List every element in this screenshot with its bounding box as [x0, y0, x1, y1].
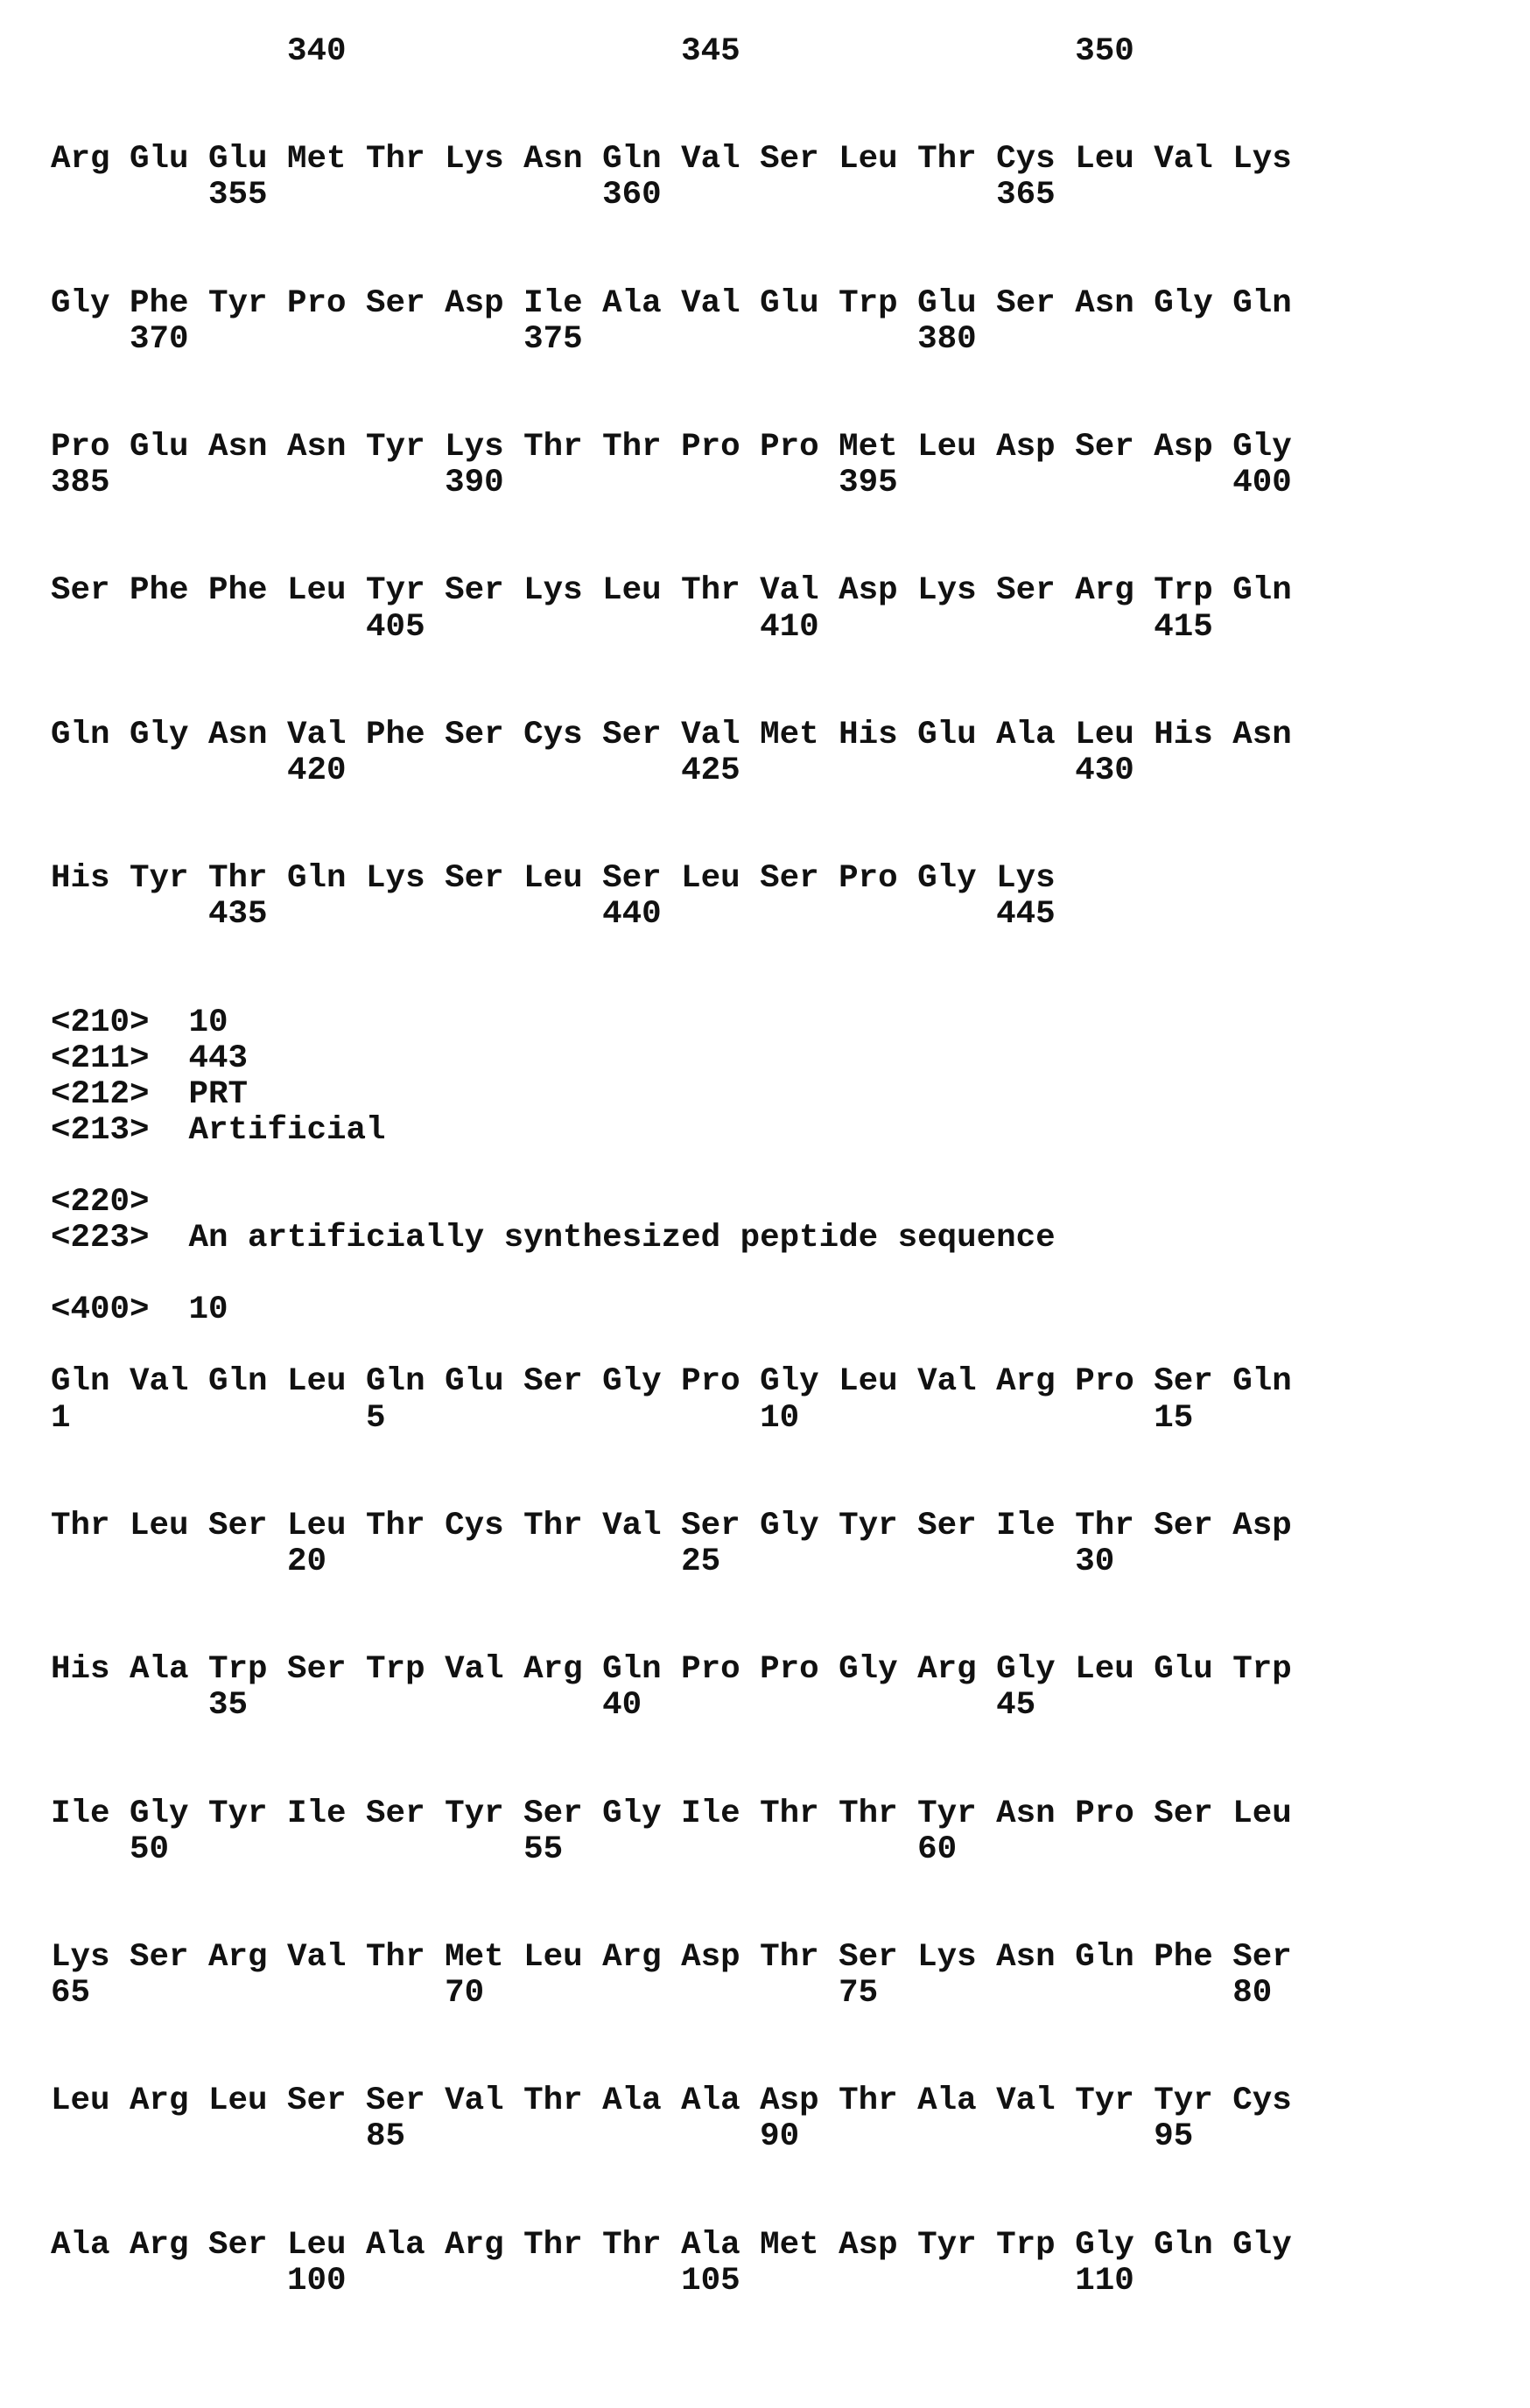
position-number-line: 100 105 110 [51, 2264, 1292, 2300]
blank-line [51, 106, 1292, 142]
residue-line: His Ala Trp Ser Trp Val Arg Gln Pro Pro Gly Arg Gly Leu Glu Trp [51, 1652, 1292, 1688]
sequence-header-field: <211> 443 [51, 1041, 1292, 1077]
residue-line: Leu Arg Leu Ser Ser Val Thr Ala Ala Asp Thr Ala Val Tyr Tyr Cys [51, 2083, 1292, 2119]
residue-line: Ala Arg Ser Leu Ala Arg Thr Thr Ala Met Asp Tyr Trp Gly Gln Gly [51, 2228, 1292, 2264]
blank-line [51, 358, 1292, 394]
residue-line: Arg Glu Glu Met Thr Lys Asn Gln Val Ser Leu Thr Cys Leu Val Lys [51, 142, 1292, 178]
blank-line [51, 1904, 1292, 1940]
sequence-header-field: <213> Artificial [51, 1113, 1292, 1149]
blank-line [51, 537, 1292, 573]
position-number-line: 85 90 95 [51, 2119, 1292, 2155]
blank-line [51, 933, 1292, 969]
blank-line [51, 789, 1292, 825]
blank-line [51, 1328, 1292, 1364]
position-number-line: 370 375 380 [51, 322, 1292, 358]
blank-line [51, 1149, 1292, 1185]
blank-line [51, 70, 1292, 106]
blank-line [51, 1760, 1292, 1796]
blank-line [51, 394, 1292, 430]
sequence-header-field: <400> 10 [51, 1292, 1292, 1328]
blank-line [51, 1256, 1292, 1292]
sequence-listing-document [51, 34, 1292, 2300]
blank-line [51, 1616, 1292, 1652]
residue-line: Gln Val Gln Leu Gln Glu Ser Gly Pro Gly Leu Val Arg Pro Ser Gln [51, 1364, 1292, 1400]
position-number-line: 20 25 30 [51, 1544, 1292, 1580]
sequence-header-field: <220> [51, 1185, 1292, 1221]
blank-line [51, 1868, 1292, 1904]
blank-line [51, 2156, 1292, 2192]
position-number-line: 435 440 445 [51, 897, 1292, 933]
residue-line: His Tyr Thr Gln Lys Ser Leu Ser Leu Ser Pro Gly Lys [51, 861, 1292, 897]
sequence-header-field: <223> An artificially synthesized peptide sequence [51, 1221, 1292, 1256]
blank-line [51, 969, 1292, 1004]
blank-line [51, 2012, 1292, 2048]
position-number-line: 340 345 350 [51, 34, 1292, 70]
residue-line: Gln Gly Asn Val Phe Ser Cys Ser Val Met His Glu Ala Leu His Asn [51, 718, 1292, 753]
sequence-header-field: <212> PRT [51, 1077, 1292, 1113]
position-number-line: 355 360 365 [51, 178, 1292, 214]
residue-line: Lys Ser Arg Val Thr Met Leu Arg Asp Thr Ser Lys Asn Gln Phe Ser [51, 1940, 1292, 1976]
residue-line: Ser Phe Phe Leu Tyr Ser Lys Leu Thr Val Asp Lys Ser Arg Trp Gln [51, 573, 1292, 609]
position-number-line: 405 410 415 [51, 610, 1292, 646]
position-number-line: 65 70 75 80 [51, 1976, 1292, 2012]
blank-line [51, 2192, 1292, 2228]
blank-line [51, 250, 1292, 286]
residue-line: Gly Phe Tyr Pro Ser Asp Ile Ala Val Glu Trp Glu Ser Asn Gly Gln [51, 286, 1292, 322]
blank-line [51, 501, 1292, 537]
residue-line: Ile Gly Tyr Ile Ser Tyr Ser Gly Ile Thr Thr Tyr Asn Pro Ser Leu [51, 1796, 1292, 1832]
position-number-line: 35 40 45 [51, 1688, 1292, 1724]
blank-line [51, 1473, 1292, 1508]
blank-line [51, 2048, 1292, 2083]
position-number-line: 1 5 10 15 [51, 1401, 1292, 1437]
residue-line: Thr Leu Ser Leu Thr Cys Thr Val Ser Gly Tyr Ser Ile Thr Ser Asp [51, 1508, 1292, 1544]
blank-line [51, 214, 1292, 249]
blank-line [51, 646, 1292, 682]
position-number-line: 420 425 430 [51, 753, 1292, 789]
blank-line [51, 1437, 1292, 1473]
residue-line: Pro Glu Asn Asn Tyr Lys Thr Thr Pro Pro Met Leu Asp Ser Asp Gly [51, 430, 1292, 466]
position-number-line: 385 390 395 400 [51, 466, 1292, 501]
blank-line [51, 1724, 1292, 1760]
blank-line [51, 825, 1292, 861]
blank-line [51, 682, 1292, 718]
blank-line [51, 1580, 1292, 1616]
position-number-line: 50 55 60 [51, 1832, 1292, 1868]
sequence-header-field: <210> 10 [51, 1005, 1292, 1041]
